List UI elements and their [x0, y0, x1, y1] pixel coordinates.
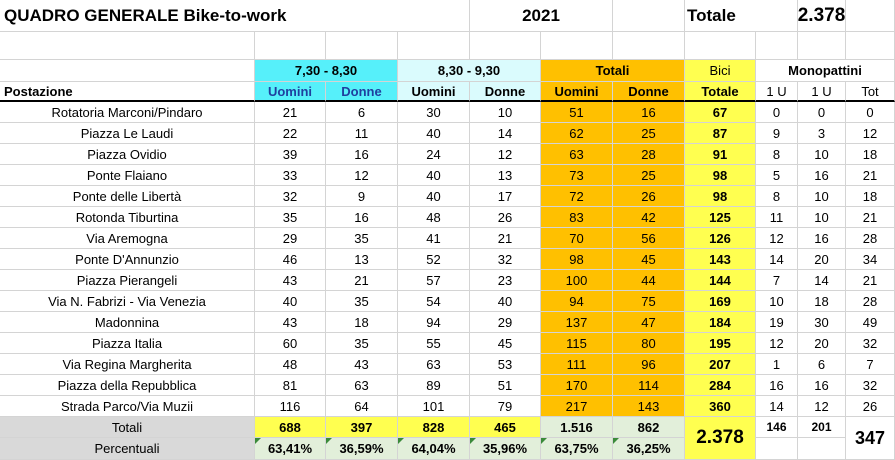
value-cell[interactable]: 57 — [398, 270, 470, 291]
percentuali-value[interactable]: 64,04% — [398, 438, 470, 460]
value-cell[interactable]: 13 — [326, 249, 398, 270]
value-cell[interactable]: 45 — [470, 333, 541, 354]
empty-cell[interactable] — [255, 32, 326, 60]
value-cell[interactable]: 10 — [470, 102, 541, 123]
value-cell[interactable]: 98 — [685, 165, 756, 186]
value-cell[interactable]: 10 — [798, 186, 846, 207]
totali-value[interactable]: 1.516 — [541, 417, 613, 438]
postazione-cell[interactable]: Rotonda Tiburtina — [0, 207, 255, 228]
value-cell[interactable]: 26 — [613, 186, 685, 207]
value-cell[interactable]: 51 — [541, 102, 613, 123]
totali-value[interactable]: 688 — [255, 417, 326, 438]
value-cell[interactable]: 137 — [541, 312, 613, 333]
value-cell[interactable]: 116 — [255, 396, 326, 417]
value-cell[interactable]: 8 — [756, 186, 798, 207]
value-cell[interactable]: 62 — [541, 123, 613, 144]
value-cell[interactable]: 46 — [255, 249, 326, 270]
percentuali-value[interactable]: 63,41% — [255, 438, 326, 460]
value-cell[interactable]: 70 — [541, 228, 613, 249]
value-cell[interactable]: 51 — [470, 375, 541, 396]
percentuali-value[interactable]: 36,59% — [326, 438, 398, 460]
value-cell[interactable]: 28 — [846, 291, 895, 312]
empty-cell[interactable] — [613, 32, 685, 60]
group-header-bici[interactable]: Bici — [685, 60, 756, 82]
value-cell[interactable]: 72 — [541, 186, 613, 207]
value-cell[interactable]: 10 — [798, 144, 846, 165]
postazione-cell[interactable]: Via Aremogna — [0, 228, 255, 249]
value-cell[interactable]: 9 — [326, 186, 398, 207]
value-cell[interactable]: 115 — [541, 333, 613, 354]
value-cell[interactable]: 60 — [255, 333, 326, 354]
value-cell[interactable]: 56 — [613, 228, 685, 249]
value-cell[interactable]: 16 — [756, 375, 798, 396]
column-header[interactable]: Donne — [613, 82, 685, 102]
value-cell[interactable]: 26 — [470, 207, 541, 228]
value-cell[interactable]: 21 — [255, 102, 326, 123]
value-cell[interactable]: 35 — [326, 291, 398, 312]
value-cell[interactable]: 143 — [685, 249, 756, 270]
value-cell[interactable]: 39 — [255, 144, 326, 165]
percentuali-value[interactable]: 36,25% — [613, 438, 685, 460]
value-cell[interactable]: 12 — [470, 144, 541, 165]
value-cell[interactable]: 360 — [685, 396, 756, 417]
value-cell[interactable]: 21 — [846, 165, 895, 186]
value-cell[interactable]: 40 — [255, 291, 326, 312]
value-cell[interactable]: 48 — [398, 207, 470, 228]
value-cell[interactable]: 94 — [541, 291, 613, 312]
value-cell[interactable]: 0 — [756, 102, 798, 123]
column-header[interactable]: Uomini — [255, 82, 326, 102]
empty-cell[interactable] — [326, 32, 398, 60]
value-cell[interactable]: 49 — [846, 312, 895, 333]
mono-tot-total[interactable]: 347 — [846, 417, 895, 460]
value-cell[interactable]: 43 — [255, 270, 326, 291]
value-cell[interactable]: 22 — [255, 123, 326, 144]
title-cell[interactable]: QUADRO GENERALE Bike-to-work — [0, 0, 470, 32]
value-cell[interactable]: 42 — [613, 207, 685, 228]
value-cell[interactable]: 40 — [398, 123, 470, 144]
value-cell[interactable]: 207 — [685, 354, 756, 375]
value-cell[interactable]: 21 — [846, 207, 895, 228]
value-cell[interactable]: 91 — [685, 144, 756, 165]
value-cell[interactable]: 16 — [326, 144, 398, 165]
value-cell[interactable]: 25 — [613, 123, 685, 144]
value-cell[interactable]: 32 — [255, 186, 326, 207]
group-header-totali[interactable]: Totali — [541, 60, 685, 82]
value-cell[interactable]: 83 — [541, 207, 613, 228]
value-cell[interactable]: 21 — [470, 228, 541, 249]
value-cell[interactable]: 23 — [470, 270, 541, 291]
column-header[interactable]: Uomini — [541, 82, 613, 102]
value-cell[interactable]: 41 — [398, 228, 470, 249]
totale-value-cell[interactable]: 2.378 — [798, 0, 846, 32]
column-header[interactable]: Tot — [846, 82, 895, 102]
value-cell[interactable]: 195 — [685, 333, 756, 354]
value-cell[interactable]: 24 — [398, 144, 470, 165]
value-cell[interactable]: 11 — [326, 123, 398, 144]
totali-value[interactable]: 862 — [613, 417, 685, 438]
value-cell[interactable]: 184 — [685, 312, 756, 333]
value-cell[interactable]: 169 — [685, 291, 756, 312]
value-cell[interactable]: 5 — [756, 165, 798, 186]
postazione-cell[interactable]: Via N. Fabrizi - Via Venezia — [0, 291, 255, 312]
value-cell[interactable]: 17 — [470, 186, 541, 207]
value-cell[interactable]: 16 — [798, 165, 846, 186]
percentuali-value[interactable]: 35,96% — [470, 438, 541, 460]
value-cell[interactable]: 44 — [613, 270, 685, 291]
postazione-cell[interactable]: Ponte Flaiano — [0, 165, 255, 186]
value-cell[interactable]: 12 — [798, 396, 846, 417]
value-cell[interactable]: 63 — [541, 144, 613, 165]
value-cell[interactable]: 284 — [685, 375, 756, 396]
value-cell[interactable]: 30 — [798, 312, 846, 333]
column-header[interactable]: 1 U — [798, 82, 846, 102]
postazione-cell[interactable]: Piazza Ovidio — [0, 144, 255, 165]
value-cell[interactable]: 21 — [846, 270, 895, 291]
value-cell[interactable]: 6 — [326, 102, 398, 123]
value-cell[interactable]: 63 — [326, 375, 398, 396]
value-cell[interactable]: 96 — [613, 354, 685, 375]
value-cell[interactable]: 1 — [756, 354, 798, 375]
value-cell[interactable]: 32 — [846, 375, 895, 396]
value-cell[interactable]: 12 — [846, 123, 895, 144]
value-cell[interactable]: 125 — [685, 207, 756, 228]
column-header[interactable]: Totale — [685, 82, 756, 102]
value-cell[interactable]: 14 — [470, 123, 541, 144]
value-cell[interactable]: 32 — [470, 249, 541, 270]
value-cell[interactable]: 98 — [685, 186, 756, 207]
value-cell[interactable]: 16 — [798, 228, 846, 249]
postazione-cell[interactable]: Ponte delle Libertà — [0, 186, 255, 207]
group-header-7-30[interactable]: 7,30 - 8,30 — [255, 60, 398, 82]
value-cell[interactable]: 18 — [326, 312, 398, 333]
value-cell[interactable]: 143 — [613, 396, 685, 417]
year-cell[interactable]: 2021 — [470, 0, 613, 32]
empty-cell[interactable] — [541, 32, 613, 60]
column-header[interactable]: 1 U — [756, 82, 798, 102]
value-cell[interactable]: 55 — [398, 333, 470, 354]
value-cell[interactable]: 35 — [326, 333, 398, 354]
totali-value[interactable]: 828 — [398, 417, 470, 438]
postazione-cell[interactable]: Madonnina — [0, 312, 255, 333]
value-cell[interactable]: 11 — [756, 207, 798, 228]
postazione-cell[interactable]: Piazza Italia — [0, 333, 255, 354]
group-header-8-30[interactable]: 8,30 - 9,30 — [398, 60, 541, 82]
empty-cell[interactable] — [846, 32, 895, 60]
column-header[interactable]: Donne — [470, 82, 541, 102]
mono-u2-total[interactable]: 201 — [798, 417, 846, 438]
value-cell[interactable]: 14 — [756, 396, 798, 417]
value-cell[interactable]: 80 — [613, 333, 685, 354]
value-cell[interactable]: 144 — [685, 270, 756, 291]
column-header[interactable]: Donne — [326, 82, 398, 102]
value-cell[interactable]: 9 — [756, 123, 798, 144]
value-cell[interactable]: 6 — [798, 354, 846, 375]
value-cell[interactable]: 63 — [398, 354, 470, 375]
value-cell[interactable]: 21 — [326, 270, 398, 291]
value-cell[interactable]: 18 — [846, 144, 895, 165]
totale-label-cell[interactable]: Totale — [685, 0, 798, 32]
value-cell[interactable]: 89 — [398, 375, 470, 396]
mono-u1-total[interactable]: 146 — [756, 417, 798, 438]
value-cell[interactable]: 67 — [685, 102, 756, 123]
totali-value[interactable]: 397 — [326, 417, 398, 438]
postazione-cell[interactable]: Piazza Le Laudi — [0, 123, 255, 144]
value-cell[interactable]: 29 — [255, 228, 326, 249]
postazione-cell[interactable]: Piazza Pierangeli — [0, 270, 255, 291]
empty-cell[interactable] — [798, 32, 846, 60]
percentuali-value[interactable]: 63,75% — [541, 438, 613, 460]
postazione-cell[interactable]: Strada Parco/Via Muzii — [0, 396, 255, 417]
value-cell[interactable]: 87 — [685, 123, 756, 144]
value-cell[interactable]: 114 — [613, 375, 685, 396]
value-cell[interactable]: 45 — [613, 249, 685, 270]
value-cell[interactable]: 20 — [798, 333, 846, 354]
value-cell[interactable]: 40 — [398, 186, 470, 207]
empty-cell[interactable] — [0, 32, 255, 60]
value-cell[interactable]: 10 — [756, 291, 798, 312]
empty-cell[interactable] — [398, 32, 470, 60]
value-cell[interactable]: 14 — [756, 249, 798, 270]
percentuali-label[interactable]: Percentuali — [0, 438, 255, 460]
value-cell[interactable]: 64 — [326, 396, 398, 417]
value-cell[interactable]: 48 — [255, 354, 326, 375]
value-cell[interactable]: 81 — [255, 375, 326, 396]
value-cell[interactable]: 35 — [255, 207, 326, 228]
value-cell[interactable]: 13 — [470, 165, 541, 186]
column-header[interactable]: Postazione — [0, 82, 255, 102]
value-cell[interactable]: 52 — [398, 249, 470, 270]
value-cell[interactable]: 32 — [846, 333, 895, 354]
totali-value[interactable]: 465 — [470, 417, 541, 438]
postazione-cell[interactable]: Via Regina Margherita — [0, 354, 255, 375]
grand-total-cell[interactable]: 2.378 — [685, 417, 756, 460]
value-cell[interactable]: 126 — [685, 228, 756, 249]
value-cell[interactable]: 16 — [798, 375, 846, 396]
value-cell[interactable]: 35 — [326, 228, 398, 249]
value-cell[interactable]: 3 — [798, 123, 846, 144]
value-cell[interactable]: 47 — [613, 312, 685, 333]
value-cell[interactable]: 16 — [613, 102, 685, 123]
value-cell[interactable]: 73 — [541, 165, 613, 186]
value-cell[interactable]: 25 — [613, 165, 685, 186]
value-cell[interactable]: 28 — [846, 228, 895, 249]
column-header[interactable]: Uomini — [398, 82, 470, 102]
value-cell[interactable]: 12 — [756, 228, 798, 249]
value-cell[interactable]: 12 — [326, 165, 398, 186]
value-cell[interactable]: 29 — [470, 312, 541, 333]
value-cell[interactable]: 94 — [398, 312, 470, 333]
value-cell[interactable]: 16 — [326, 207, 398, 228]
value-cell[interactable]: 53 — [470, 354, 541, 375]
postazione-cell[interactable]: Ponte D'Annunzio — [0, 249, 255, 270]
value-cell[interactable]: 0 — [798, 102, 846, 123]
value-cell[interactable]: 54 — [398, 291, 470, 312]
value-cell[interactable]: 19 — [756, 312, 798, 333]
value-cell[interactable]: 33 — [255, 165, 326, 186]
empty-cell[interactable] — [0, 60, 255, 82]
value-cell[interactable]: 12 — [756, 333, 798, 354]
value-cell[interactable]: 101 — [398, 396, 470, 417]
value-cell[interactable]: 100 — [541, 270, 613, 291]
value-cell[interactable]: 34 — [846, 249, 895, 270]
value-cell[interactable]: 7 — [756, 270, 798, 291]
postazione-cell[interactable]: Rotatoria Marconi/Pindaro — [0, 102, 255, 123]
value-cell[interactable]: 26 — [846, 396, 895, 417]
postazione-cell[interactable]: Piazza della Repubblica — [0, 375, 255, 396]
value-cell[interactable]: 20 — [798, 249, 846, 270]
value-cell[interactable]: 43 — [255, 312, 326, 333]
value-cell[interactable]: 217 — [541, 396, 613, 417]
value-cell[interactable]: 111 — [541, 354, 613, 375]
value-cell[interactable]: 8 — [756, 144, 798, 165]
value-cell[interactable]: 14 — [798, 270, 846, 291]
value-cell[interactable]: 40 — [398, 165, 470, 186]
value-cell[interactable]: 43 — [326, 354, 398, 375]
value-cell[interactable]: 18 — [846, 186, 895, 207]
value-cell[interactable]: 170 — [541, 375, 613, 396]
empty-cell[interactable] — [846, 0, 895, 32]
empty-cell[interactable] — [613, 0, 685, 32]
group-header-monopattini[interactable]: Monopattini — [756, 60, 895, 82]
value-cell[interactable]: 30 — [398, 102, 470, 123]
value-cell[interactable]: 10 — [798, 207, 846, 228]
empty-cell[interactable] — [470, 32, 541, 60]
value-cell[interactable]: 0 — [846, 102, 895, 123]
empty-cell[interactable] — [685, 32, 756, 60]
value-cell[interactable]: 7 — [846, 354, 895, 375]
value-cell[interactable]: 28 — [613, 144, 685, 165]
empty-cell[interactable] — [798, 438, 846, 460]
empty-cell[interactable] — [756, 32, 798, 60]
value-cell[interactable]: 40 — [470, 291, 541, 312]
value-cell[interactable]: 98 — [541, 249, 613, 270]
value-cell[interactable]: 18 — [798, 291, 846, 312]
totali-label[interactable]: Totali — [0, 417, 255, 438]
value-cell[interactable]: 79 — [470, 396, 541, 417]
empty-cell[interactable] — [756, 438, 798, 460]
value-cell[interactable]: 75 — [613, 291, 685, 312]
